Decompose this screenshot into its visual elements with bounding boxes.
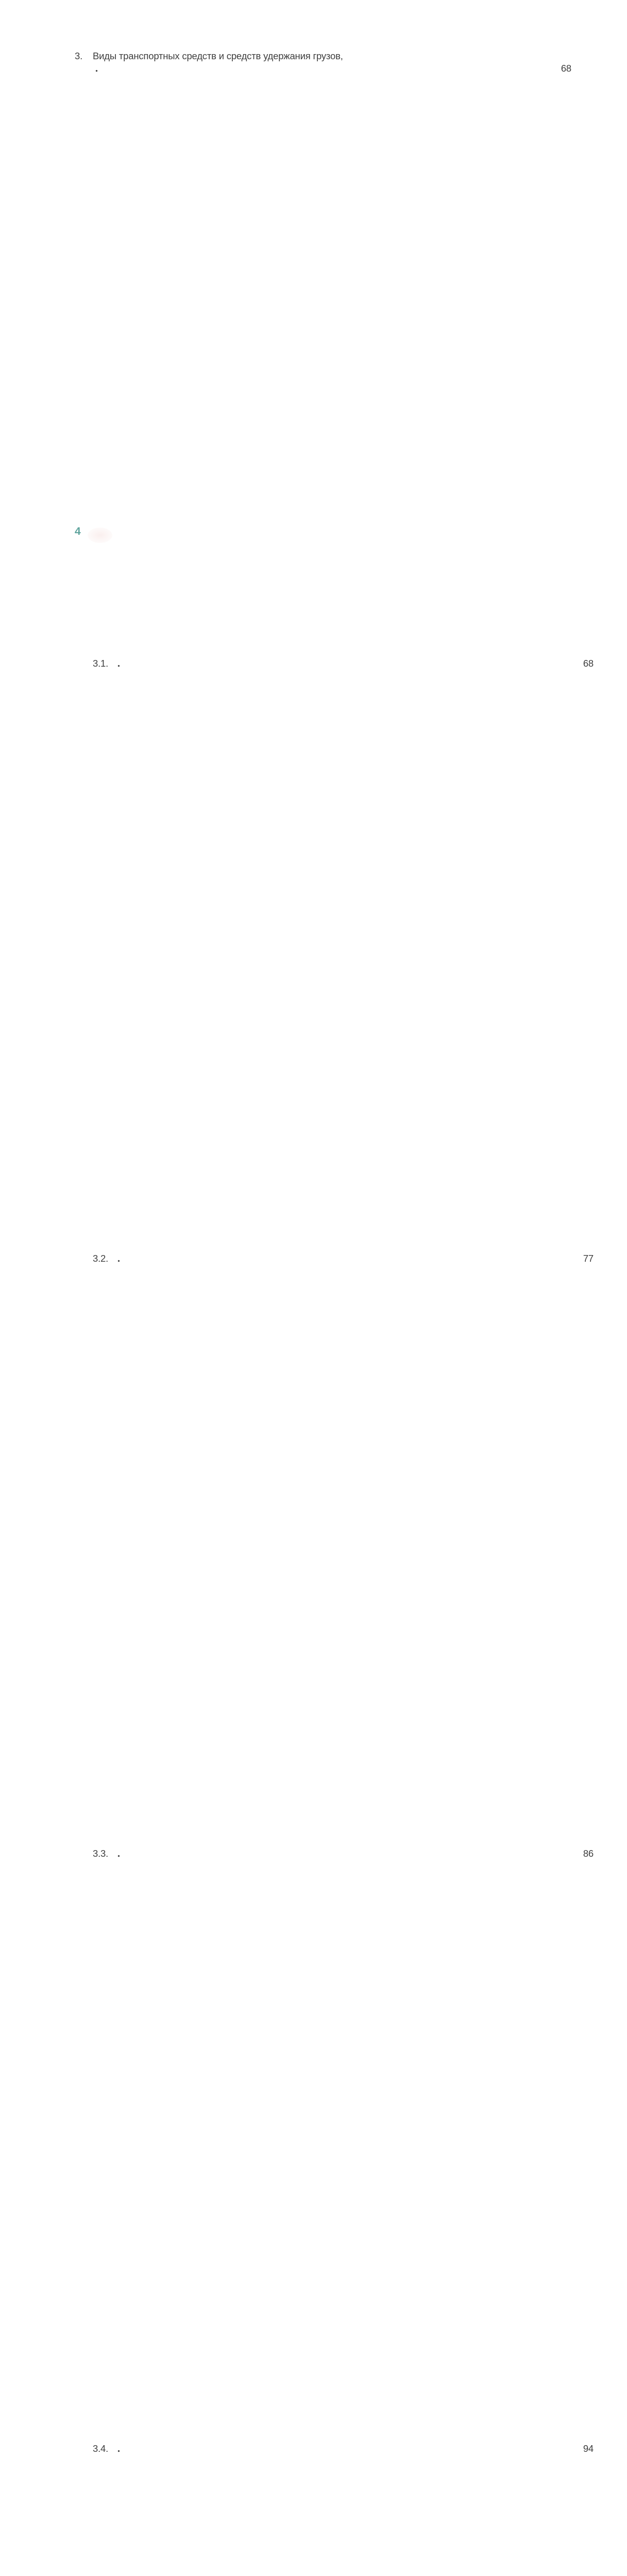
toc-page-number: 68 (122, 657, 594, 1252)
table-of-contents (75, 50, 408, 2576)
toc-entry-row (75, 657, 408, 1252)
toc-entry-number: 3.1. (93, 657, 115, 670)
toc-entry-row (75, 2443, 408, 2576)
dot-leader (95, 62, 99, 75)
toc-entry-number: 3.4. (93, 2443, 115, 2455)
dot-leader (117, 1848, 122, 1860)
page-number-footer: 4 (75, 526, 81, 538)
toc-entry-number: 3. (75, 50, 93, 62)
dot-leader (117, 657, 122, 670)
toc-page-number: 86 (122, 1848, 594, 2443)
toc-entry-row (75, 1252, 408, 1848)
toc-entry-row (75, 62, 408, 657)
toc-page-number: 77 (122, 1252, 594, 1848)
toc-page-number: 68 (99, 62, 571, 657)
dot-leader (117, 1252, 122, 1265)
toc-page-number: 94 (122, 2443, 594, 2576)
toc-entry-number: 3.3. (93, 1848, 115, 1860)
toc-entry-title: Виды транспортных средств и средств удержания грузов, (93, 50, 343, 62)
toc-entry-row (75, 50, 408, 62)
toc-entry-number: 3.2. (93, 1252, 115, 1265)
book-page (0, 0, 469, 595)
dot-leader (117, 2443, 122, 2455)
toc-entry-row (75, 1848, 408, 2443)
ink-smudge (88, 528, 112, 543)
toc-section (75, 50, 408, 2576)
